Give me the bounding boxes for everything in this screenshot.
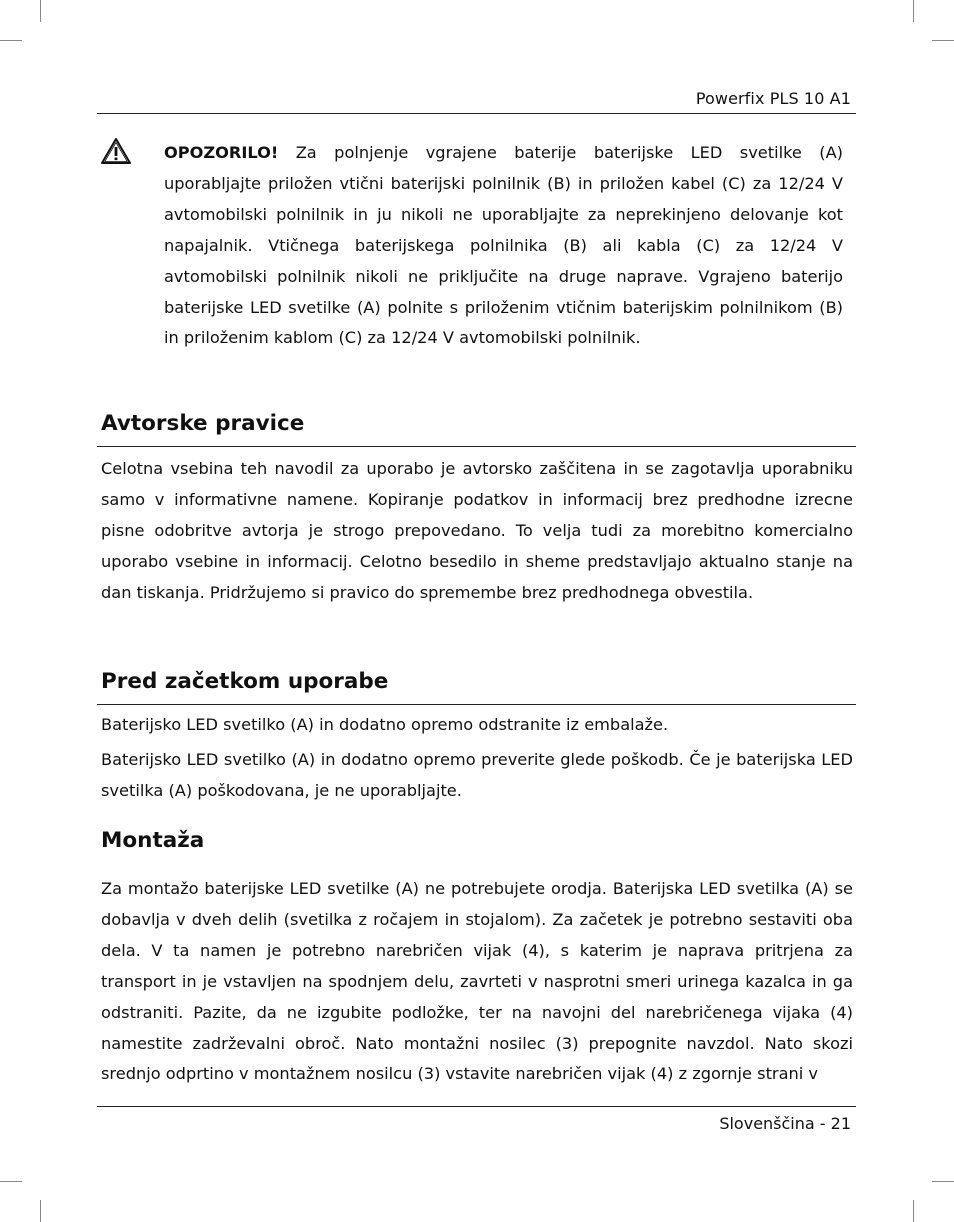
before-use-paragraph-2: Baterijsko LED svetilko (A) in dodatno opremo preverite glede poškodb. Če je baterijska LED svetilka (A) poškodovana, je ne uporabljajte. bbox=[101, 750, 853, 800]
crop-mark bbox=[932, 40, 954, 41]
crop-mark bbox=[0, 40, 22, 41]
crop-mark bbox=[913, 1200, 914, 1222]
crop-mark bbox=[40, 1200, 41, 1222]
header-product-name: Powerfix PLS 10 A1 bbox=[695, 89, 851, 108]
header-rule bbox=[97, 113, 856, 114]
crop-mark bbox=[40, 0, 41, 22]
before-use-paragraph-1: Baterijsko LED svetilko (A) in dodatno opremo odstranite iz embalaže. bbox=[101, 715, 669, 734]
section-rule bbox=[97, 446, 856, 447]
copyright-paragraph: Celotna vsebina teh navodil za uporabo je avtorsko zaščitena in se zagotavlja uporabniku samo v informativne namene. Kopiranje podatkov in informacij brez predhodne izrecne pisne odobritve avtorja je strogo prepovedano. To velja tudi za morebitno komercialno uporabo vsebine in informacij. Celotno besedilo in sheme predstavljajo aktualno stanje na dan tiskanja. Pridržujemo si pravico do spremembe brez predhodnega obvestila. bbox=[101, 459, 853, 602]
warning-text: Za polnjenje vgrajene baterije baterijske LED svetilke (A) uporabljajte priložen vtični baterijski polnilnik (B) in priložen kabel (C) za 12/24 V avtomobilski polnilnik in ju nikoli ne uporabljajte za neprekinjeno delovanje kot napajalnik. Vtičnega baterijskega polnilnika (B) ali kabla (C) za 12/24 V avtomobilski polnilnik nikoli ne priključite na druge naprave. Vgrajeno baterijo baterijske LED svetilke (A) polnite s priloženim vtičnim baterijskim polnilnikom (B) in priloženim kablom (C) za 12/24 V avtomobilski polnilnik. bbox=[164, 143, 843, 348]
warning-paragraph bbox=[164, 138, 843, 354]
assembly-paragraph: Za montažo baterijske LED svetilke (A) ne potrebujete orodja. Baterijska LED svetilka (A) se dobavlja v dveh delih (svetilka z ročajem in stojalom). Za začetek je potrebno sestaviti oba dela. V ta namen je potrebno narebričen vijak (4), s katerim je naprava pritrjena za transport in je vstavljen na spodnjem delu, zavrteti v nasprotni smeri urinega kazalca in ga odstraniti. Pazite, da ne izgubite podložke, ter na navojni del narebričenega vijaka (4) namestite zadrževalni obroč. Nato montažni nosilec (3) prepognite navzdol. Nato skozi srednjo odprtino v montažnem nosilcu (3) vstavite narebričen vijak (4) z zgornje strani v bbox=[101, 879, 853, 1084]
section-heading-assembly: Montaža bbox=[101, 828, 205, 853]
section-heading-copyright: Avtorske pravice bbox=[101, 411, 305, 436]
section-heading-before-use: Pred začetkom uporabe bbox=[101, 669, 389, 694]
section-rule bbox=[97, 704, 856, 705]
footer-rule bbox=[97, 1106, 856, 1107]
crop-mark bbox=[932, 1181, 954, 1182]
warning-triangle-icon bbox=[100, 137, 132, 165]
footer-page-label: Slovenščina - 21 bbox=[719, 1114, 851, 1133]
warning-label: OPOZORILO! bbox=[164, 143, 279, 162]
crop-mark bbox=[0, 1181, 22, 1182]
crop-mark bbox=[913, 0, 914, 22]
